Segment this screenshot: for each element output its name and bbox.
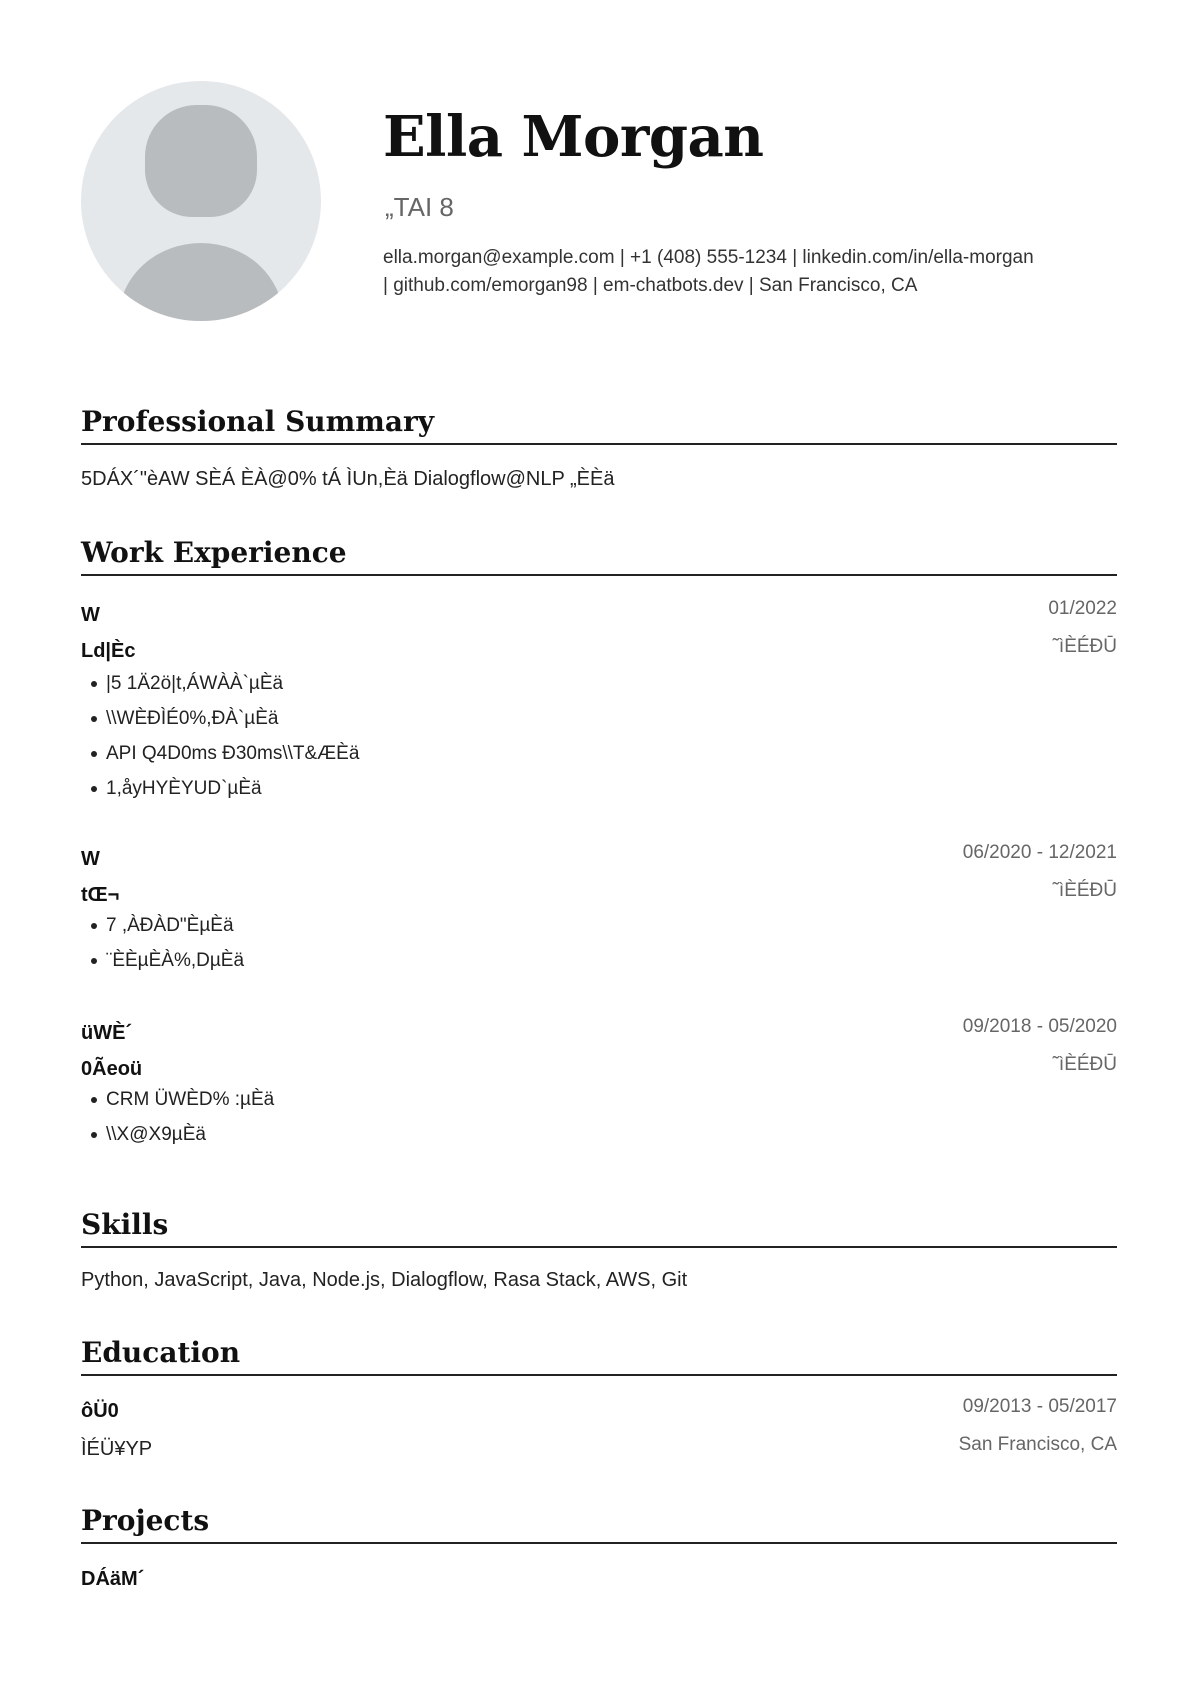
candidate-name: Ella Morgan <box>383 104 764 170</box>
job-title: W <box>81 848 100 870</box>
job-bullet: |5 1Ä2ö|t,ÁWÀÀ`µÈä <box>91 666 359 701</box>
avatar <box>81 81 321 321</box>
job-bullet: 1,åyHYÈYUD`µÈä <box>91 771 359 806</box>
job-bullet: API Q4D0ms Ð30ms\\T&ÆÈä <box>91 736 359 771</box>
skills-heading: Skills <box>81 1208 169 1241</box>
education-date: 09/2013 - 05/2017 <box>962 1396 1117 1417</box>
job-location: ˜ìÈÉÐŪ <box>1052 880 1117 901</box>
candidate-title: „TAI 8 <box>385 192 454 222</box>
job-bullet: CRM ÜWÈD% :µÈä <box>91 1082 274 1117</box>
skills-text: Python, JavaScript, Java, Node.js, Dialogflow, Rasa Stack, AWS, Git <box>81 1269 688 1291</box>
contact-line-1: ella.morgan@example.com | +1 (408) 555-1234 | linkedin.com/in/ella-morgan <box>383 247 1034 268</box>
contact-info <box>383 244 1123 300</box>
education-heading: Education <box>81 1336 241 1369</box>
contact-line-2: | github.com/emorgan98 | em-chatbots.dev | San Francisco, CA <box>383 275 918 296</box>
skills-section-header <box>81 1208 1117 1248</box>
avatar-body-shape <box>119 243 283 321</box>
job-bullet: \\WÈÐÌÉ0%,ÐÀ`µÈä <box>91 701 359 736</box>
project-title: DÁäM´ <box>81 1568 145 1590</box>
projects-heading: Projects <box>81 1504 210 1537</box>
job-date: 01/2022 <box>1048 598 1117 619</box>
job-title: üWÈ´ <box>81 1022 133 1044</box>
summary-text: 5DÁX´"èAW SÈÁ ÈÀ@0% tÁ ÌUn,Èä Dialogflow@NLP „ÈÈä <box>81 468 615 490</box>
projects-section-header <box>81 1504 1117 1544</box>
education-section-header <box>81 1336 1117 1376</box>
summary-heading: Professional Summary <box>81 405 435 438</box>
summary-section-header <box>81 405 1117 445</box>
experience-heading: Work Experience <box>81 536 347 569</box>
job-date: 09/2018 - 05/2020 <box>962 1016 1117 1037</box>
job-location: ˜ìÈÉÐŪ <box>1052 1054 1117 1075</box>
job-bullets <box>91 908 244 978</box>
job-title: W <box>81 604 100 626</box>
job-bullet: ¨ÈÈµÈÀ%,DµÈä <box>91 943 244 978</box>
job-date: 06/2020 - 12/2021 <box>962 842 1117 863</box>
experience-section-header <box>81 536 1117 576</box>
job-company: Ld|Èc <box>81 640 136 662</box>
job-bullets <box>91 1082 274 1152</box>
education-location: San Francisco, CA <box>958 1434 1117 1455</box>
education-degree: ÌÉÜ¥YP <box>81 1438 153 1460</box>
education-school: ôÜ0 <box>81 1400 119 1422</box>
job-company: tŒ¬ <box>81 884 120 906</box>
job-bullet: \\X@X9µÈä <box>91 1117 274 1152</box>
job-bullet: 7 ,ÀÐÀD"ÈµÈä <box>91 908 244 943</box>
avatar-head-shape <box>145 105 257 217</box>
job-bullets <box>91 666 359 806</box>
job-location: ˜ìÈÉÐŪ <box>1052 636 1117 657</box>
job-company: 0Ãeoü <box>81 1058 143 1080</box>
